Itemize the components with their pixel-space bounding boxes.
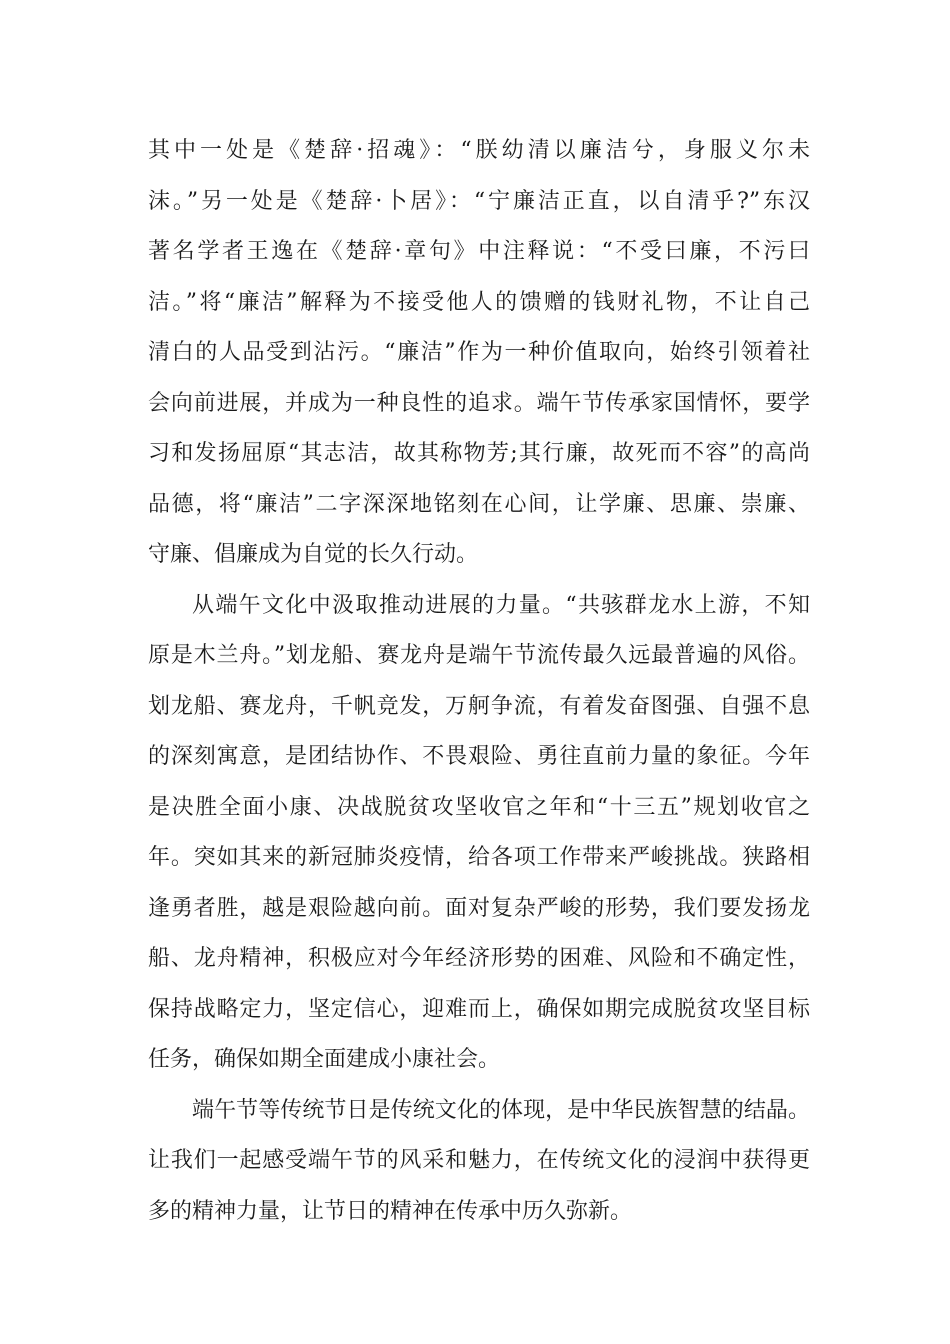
text-line: 著名学者王逸在《楚辞·章句》中注释说：“不受曰廉，不污曰 [148,239,810,264]
text-line: 洁。”将“廉洁”解释为不接受他人的馈赠的钱财礼物，不让自己 [148,289,810,315]
text-line: 任务，确保如期全面建成小康社会。 [148,1047,501,1072]
text-line: 其中一处是《楚辞·招魂》：“朕幼清以廉洁兮，身服义尔未 [148,138,810,163]
text-line: 的深刻寓意，是团结协作、不畏艰险、勇往直前力量的象征。今年 [148,744,810,769]
text-line: 清白的人品受到沾污。“廉洁”作为一种价值取向，始终引领着社 [148,340,810,365]
text-line: 会向前进展，并成为一种良性的追求。端午节传承家国情怀，要学 [148,390,810,416]
text-line: 划龙船、赛龙舟，千帆竞发，万舸争流，有着发奋图强、自强不息 [148,693,810,719]
text-line: 多的精神力量，让节日的精神在传承中历久弥新。 [148,1198,633,1224]
text-line: 保持战略定力，坚定信心，迎难而上，确保如期完成脱贫攻坚目标 [148,996,810,1022]
body-text [148,126,810,1237]
paragraph-3 [148,1086,810,1238]
text-line: 原是木兰舟。”划龙船、赛龙舟是端午节流传最久远最普遍的风俗。 [148,643,810,668]
text-line: 沫。”另一处是《楚辞·卜居》：“宁廉洁正直，以自清乎?”东汉 [148,188,810,214]
text-line: 端午节等传统节日是传统文化的体现，是中华民族智慧的结晶。 [192,1097,810,1123]
paragraph-2 [148,581,810,1086]
text-line: 年。突如其来的新冠肺炎疫情，给各项工作带来严峻挑战。狭路相 [148,845,810,870]
text-line: 让我们一起感受端午节的风采和魅力，在传统文化的浸润中获得更 [148,1148,810,1173]
text-line: 守廉、倡廉成为自觉的长久行动。 [148,542,479,567]
text-line: 船、龙舟精神，积极应对今年经济形势的困难、风险和不确定性， [148,946,810,971]
text-line: 从端午文化中汲取推动进展的力量。“共骇群龙水上游，不知 [192,592,810,618]
text-line: 品德，将“廉洁”二字深深地铭刻在心间，让学廉、思廉、崇廉、 [148,491,810,517]
text-line: 逢勇者胜，越是艰险越向前。面对复杂严峻的形势，我们要发扬龙 [148,895,810,921]
text-line: 习和发扬屈原“其志洁，故其称物芳;其行廉，故死而不容”的高尚 [148,441,810,466]
text-line: 是决胜全面小康、决战脱贫攻坚收官之年和“十三五”规划收官之 [148,794,810,820]
paragraph-1 [148,126,810,581]
